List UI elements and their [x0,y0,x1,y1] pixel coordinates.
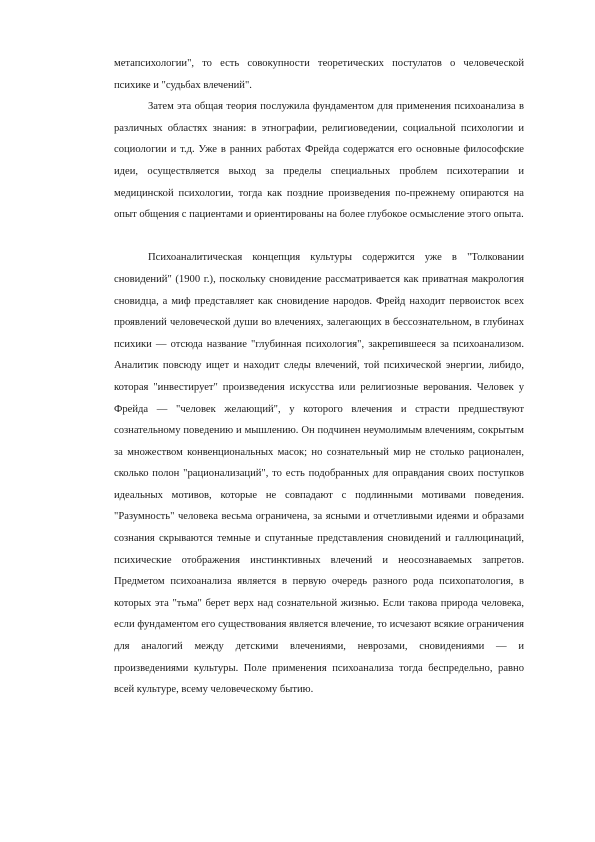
paragraph-culture-concept: Психоаналитическая концепция культуры содержится уже в "Толковании сновидений" (1900 г.), поскольку сновидение рассматривается как приватная макрология сновидца, а миф представляет как сновидение народов. Фрейд находит первоисток всех проявлений человеческой души во влечениях, залегающих в бессознательном, в глубинах психики — отсюда название "глубинная психология", закрепившееся за психоанализом. Аналитик повсюду ищет и находит следы влечений, той психической энергии, либидо, которая "инвестирует" произведения искусства или религиозные верования. Человек у Фрейда — "человек желающий", у которого влечения и страсти предшествуют сознательному поведению и мышлению. Он подчинен неумолимым влечениям, сокрытым за множеством конвенциональных масок; но сознательный мир не столько рационален, сколько полон "рационализаций", то есть подобранных для оправдания своих поступков идеальных мотивов, которые не совпадают с подлинными мотивами поведения. "Разумность" человека весьма ограничена, за ясными и отчетливыми идеями и образами сознания скрываются темные и спутанные представления сновидений и галлюцинаций, психические отображения инстинктивных влечений и неосознаваемых запретов. Предметом психоанализа является в первую очередь разного рода психопатология, в которых эта "тьма" берет верх над сознательной жизнью. Если такова природа человека, если фундаментом его существования является влечение, то исчезают всякие ограничения для аналогий между детскими влечениями, неврозами, сновидениями — и произведениями культуры. Поле применения психоанализа тогда беспредельно, равно всей культуре, всему человеческому бытию. [114,252,524,696]
body-text [114,53,524,701]
paragraph-continuation: метапсихологии", то есть совокупности теоретических постулатов о человеческой психике и "судьбах влечений". [114,58,524,91]
paragraph-general-theory: Затем эта общая теория послужила фундаментом для применения психоанализа в различных областях знания: в этнографии, религиоведении, социальной психологии и социологии и т.д. Уже в ранних работах Фрейда содержатся его основные философские идеи, осуществляется выход за пределы специальных проблем психотерапии и медицинской психологии, тогда как поздние произведения по-прежнему опираются на опыт общения с пациентами и ориентированы на более глубокое осмысление этого опыта. [114,101,524,221]
paragraph-gap [114,226,524,248]
